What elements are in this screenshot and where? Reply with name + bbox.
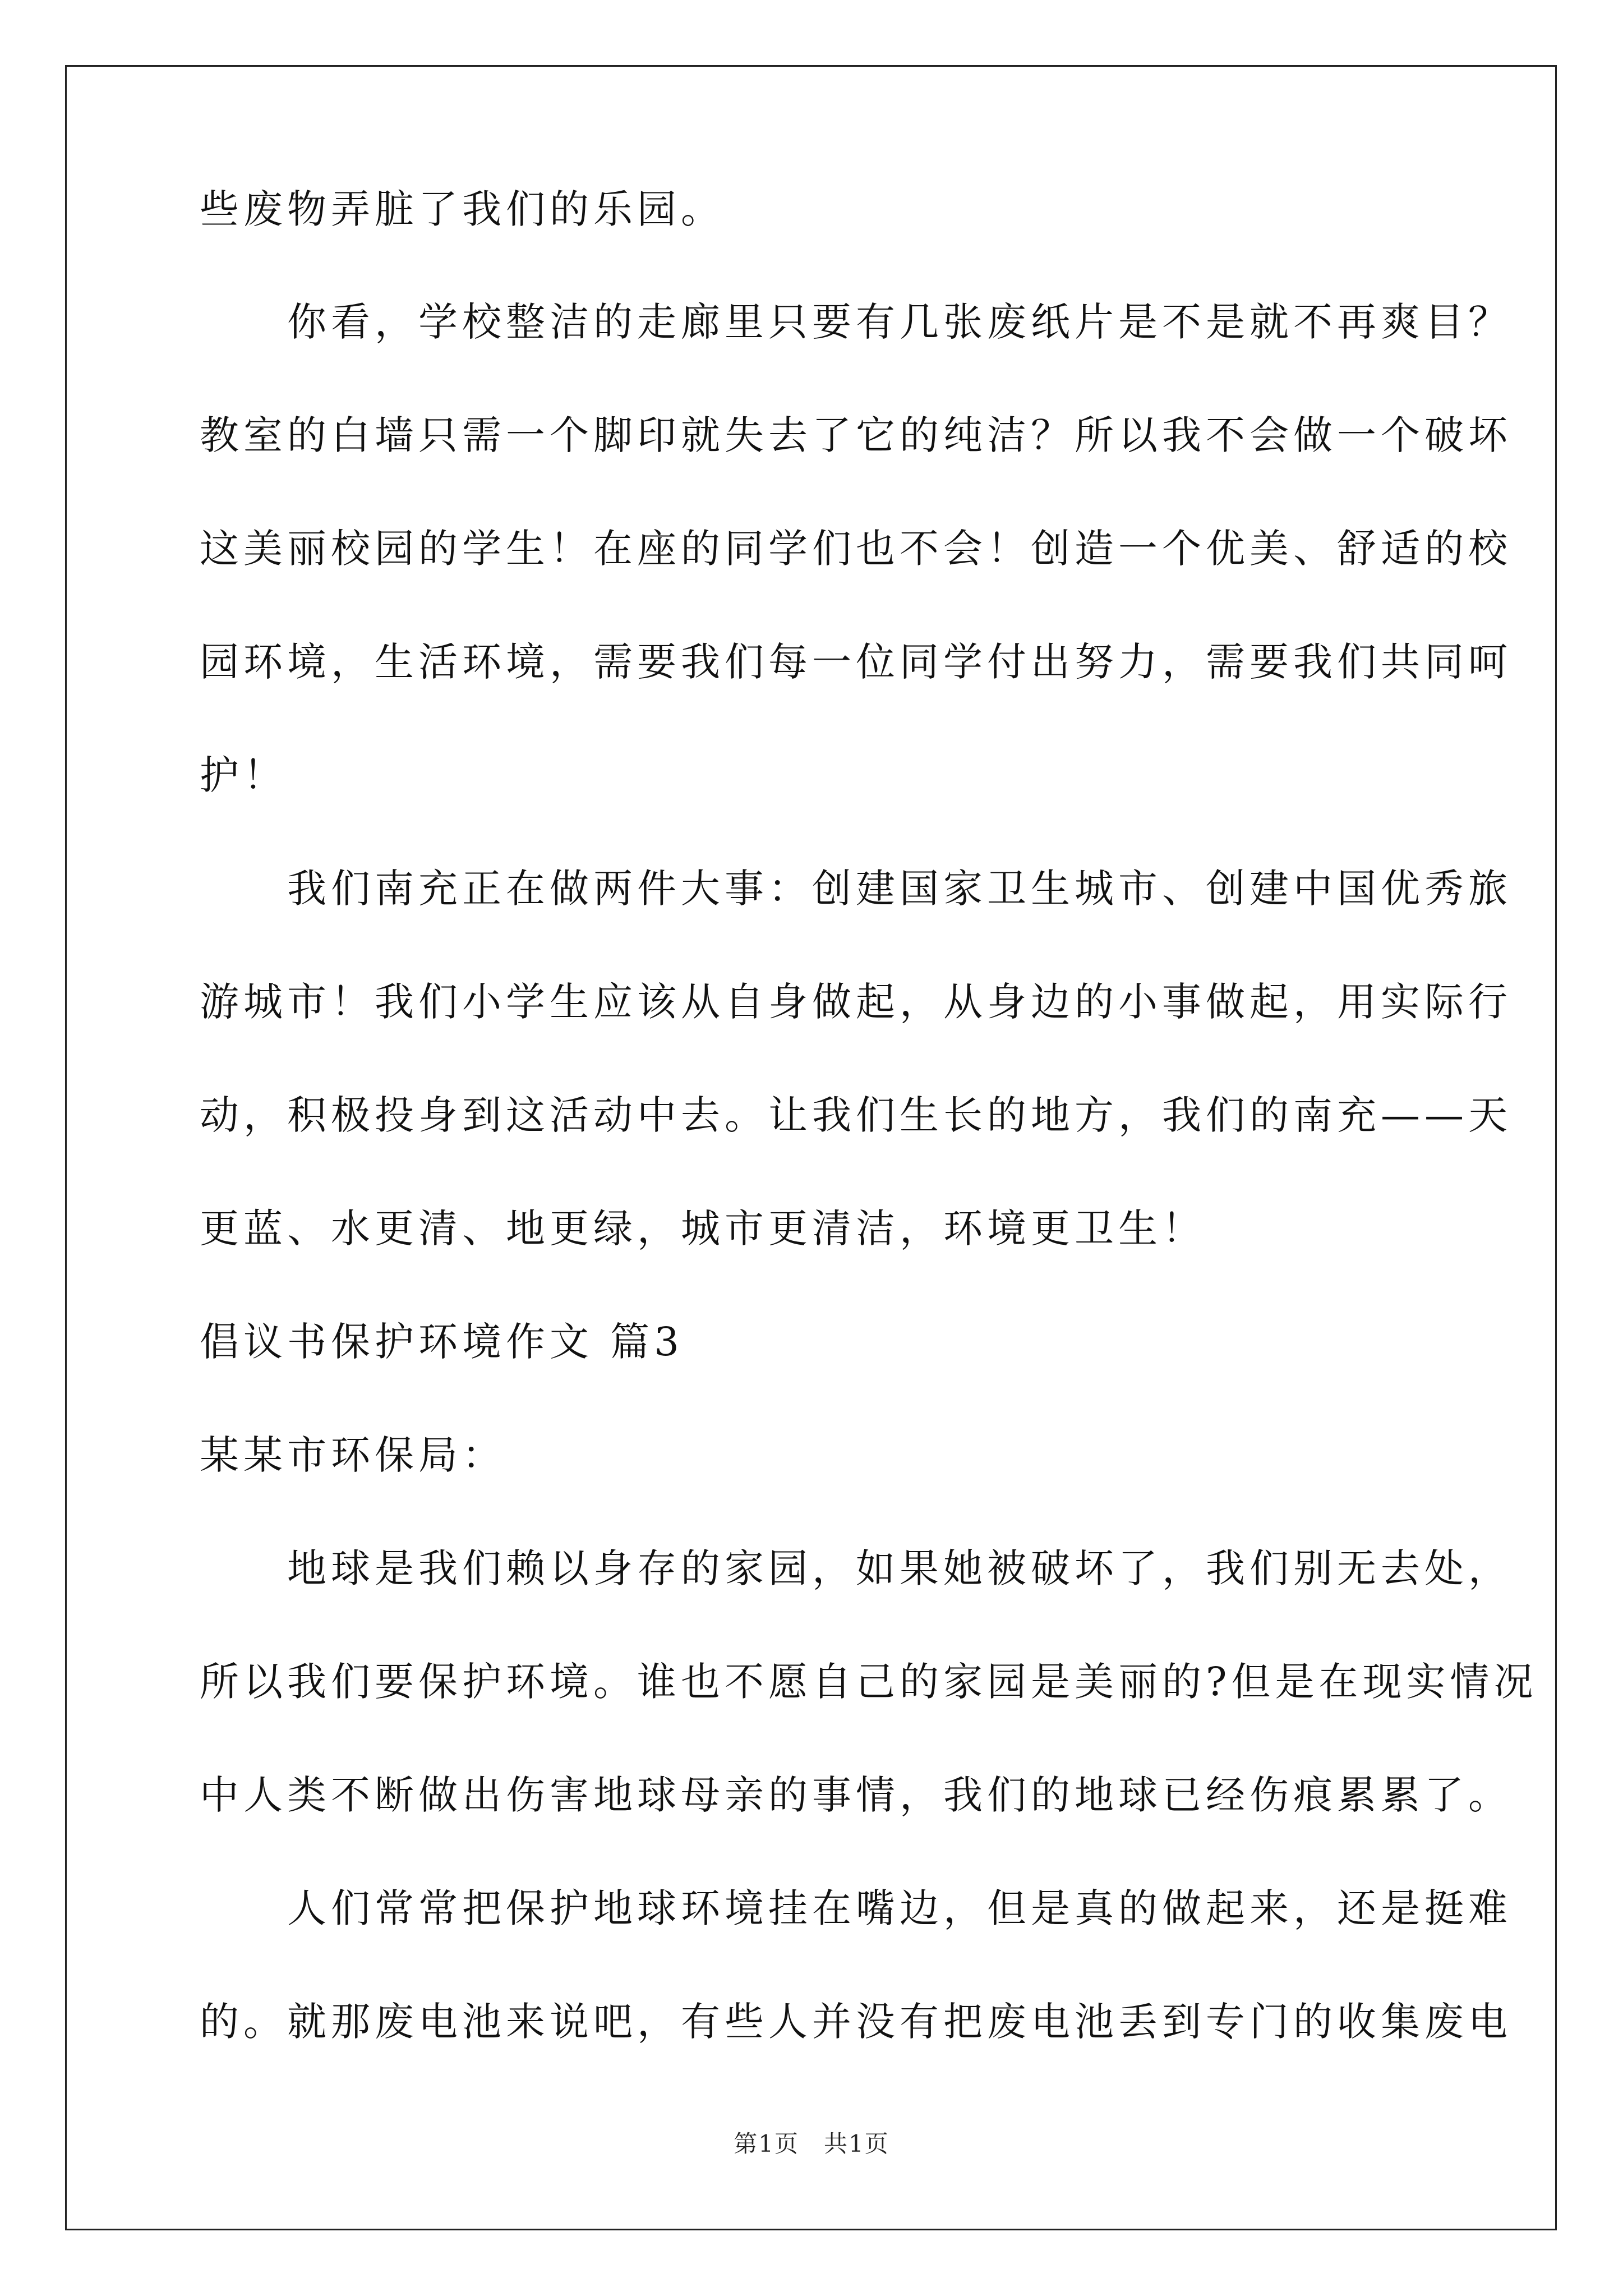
text-line: 些废物弄脏了我们的乐园。 bbox=[200, 186, 725, 232]
text-line: 我们南充正在做两件大事：创建国家卫生城市、创建中国优秀旅 bbox=[200, 866, 1512, 912]
text-line: 教室的白墙只需一个脚印就失去了它的纯洁？所以我不会做一个破坏 bbox=[200, 412, 1512, 458]
text-line: 你看，学校整洁的走廊里只要有几张废纸片是不是就不再爽目？ bbox=[200, 299, 1512, 345]
text-line: 园环境，生活环境，需要我们每一位同学付出努力，需要我们共同呵 bbox=[200, 639, 1512, 685]
text-line: 中人类不断做出伤害地球母亲的事情，我们的地球已经伤痕累累了。 bbox=[200, 1772, 1512, 1818]
page-number-footer: 第1页 共1页 bbox=[734, 2130, 889, 2157]
section-heading: 倡议书保护环境作文 篇3 bbox=[200, 1319, 684, 1365]
text-line: 动，积极投身到这活动中去。让我们生长的地方，我们的南充——天 bbox=[200, 1092, 1512, 1138]
text-line: 的。就那废电池来说吧，有些人并没有把废电池丢到专门的收集废电 bbox=[200, 1999, 1512, 2045]
document-body bbox=[200, 186, 1538, 2045]
letter-salutation: 某某市环保局： bbox=[200, 1432, 506, 1478]
text-line: 这美丽校园的学生！在座的同学们也不会！创造一个优美、舒适的校 bbox=[200, 526, 1512, 572]
text-line: 所以我们要保护环境。谁也不愿自己的家园是美丽的?但是在现实情况 bbox=[200, 1659, 1538, 1705]
text-line: 人们常常把保护地球环境挂在嘴边，但是真的做起来，还是挺难 bbox=[200, 1885, 1512, 1931]
text-line: 地球是我们赖以身存的家园，如果她被破坏了，我们别无去处， bbox=[200, 1545, 1512, 1591]
text-line: 游城市！我们小学生应该从自身做起，从身边的小事做起，用实际行 bbox=[200, 979, 1512, 1025]
text-line: 更蓝、水更清、地更绿，城市更清洁，环境更卫生！ bbox=[200, 1205, 1206, 1251]
text-line: 护！ bbox=[200, 752, 287, 798]
